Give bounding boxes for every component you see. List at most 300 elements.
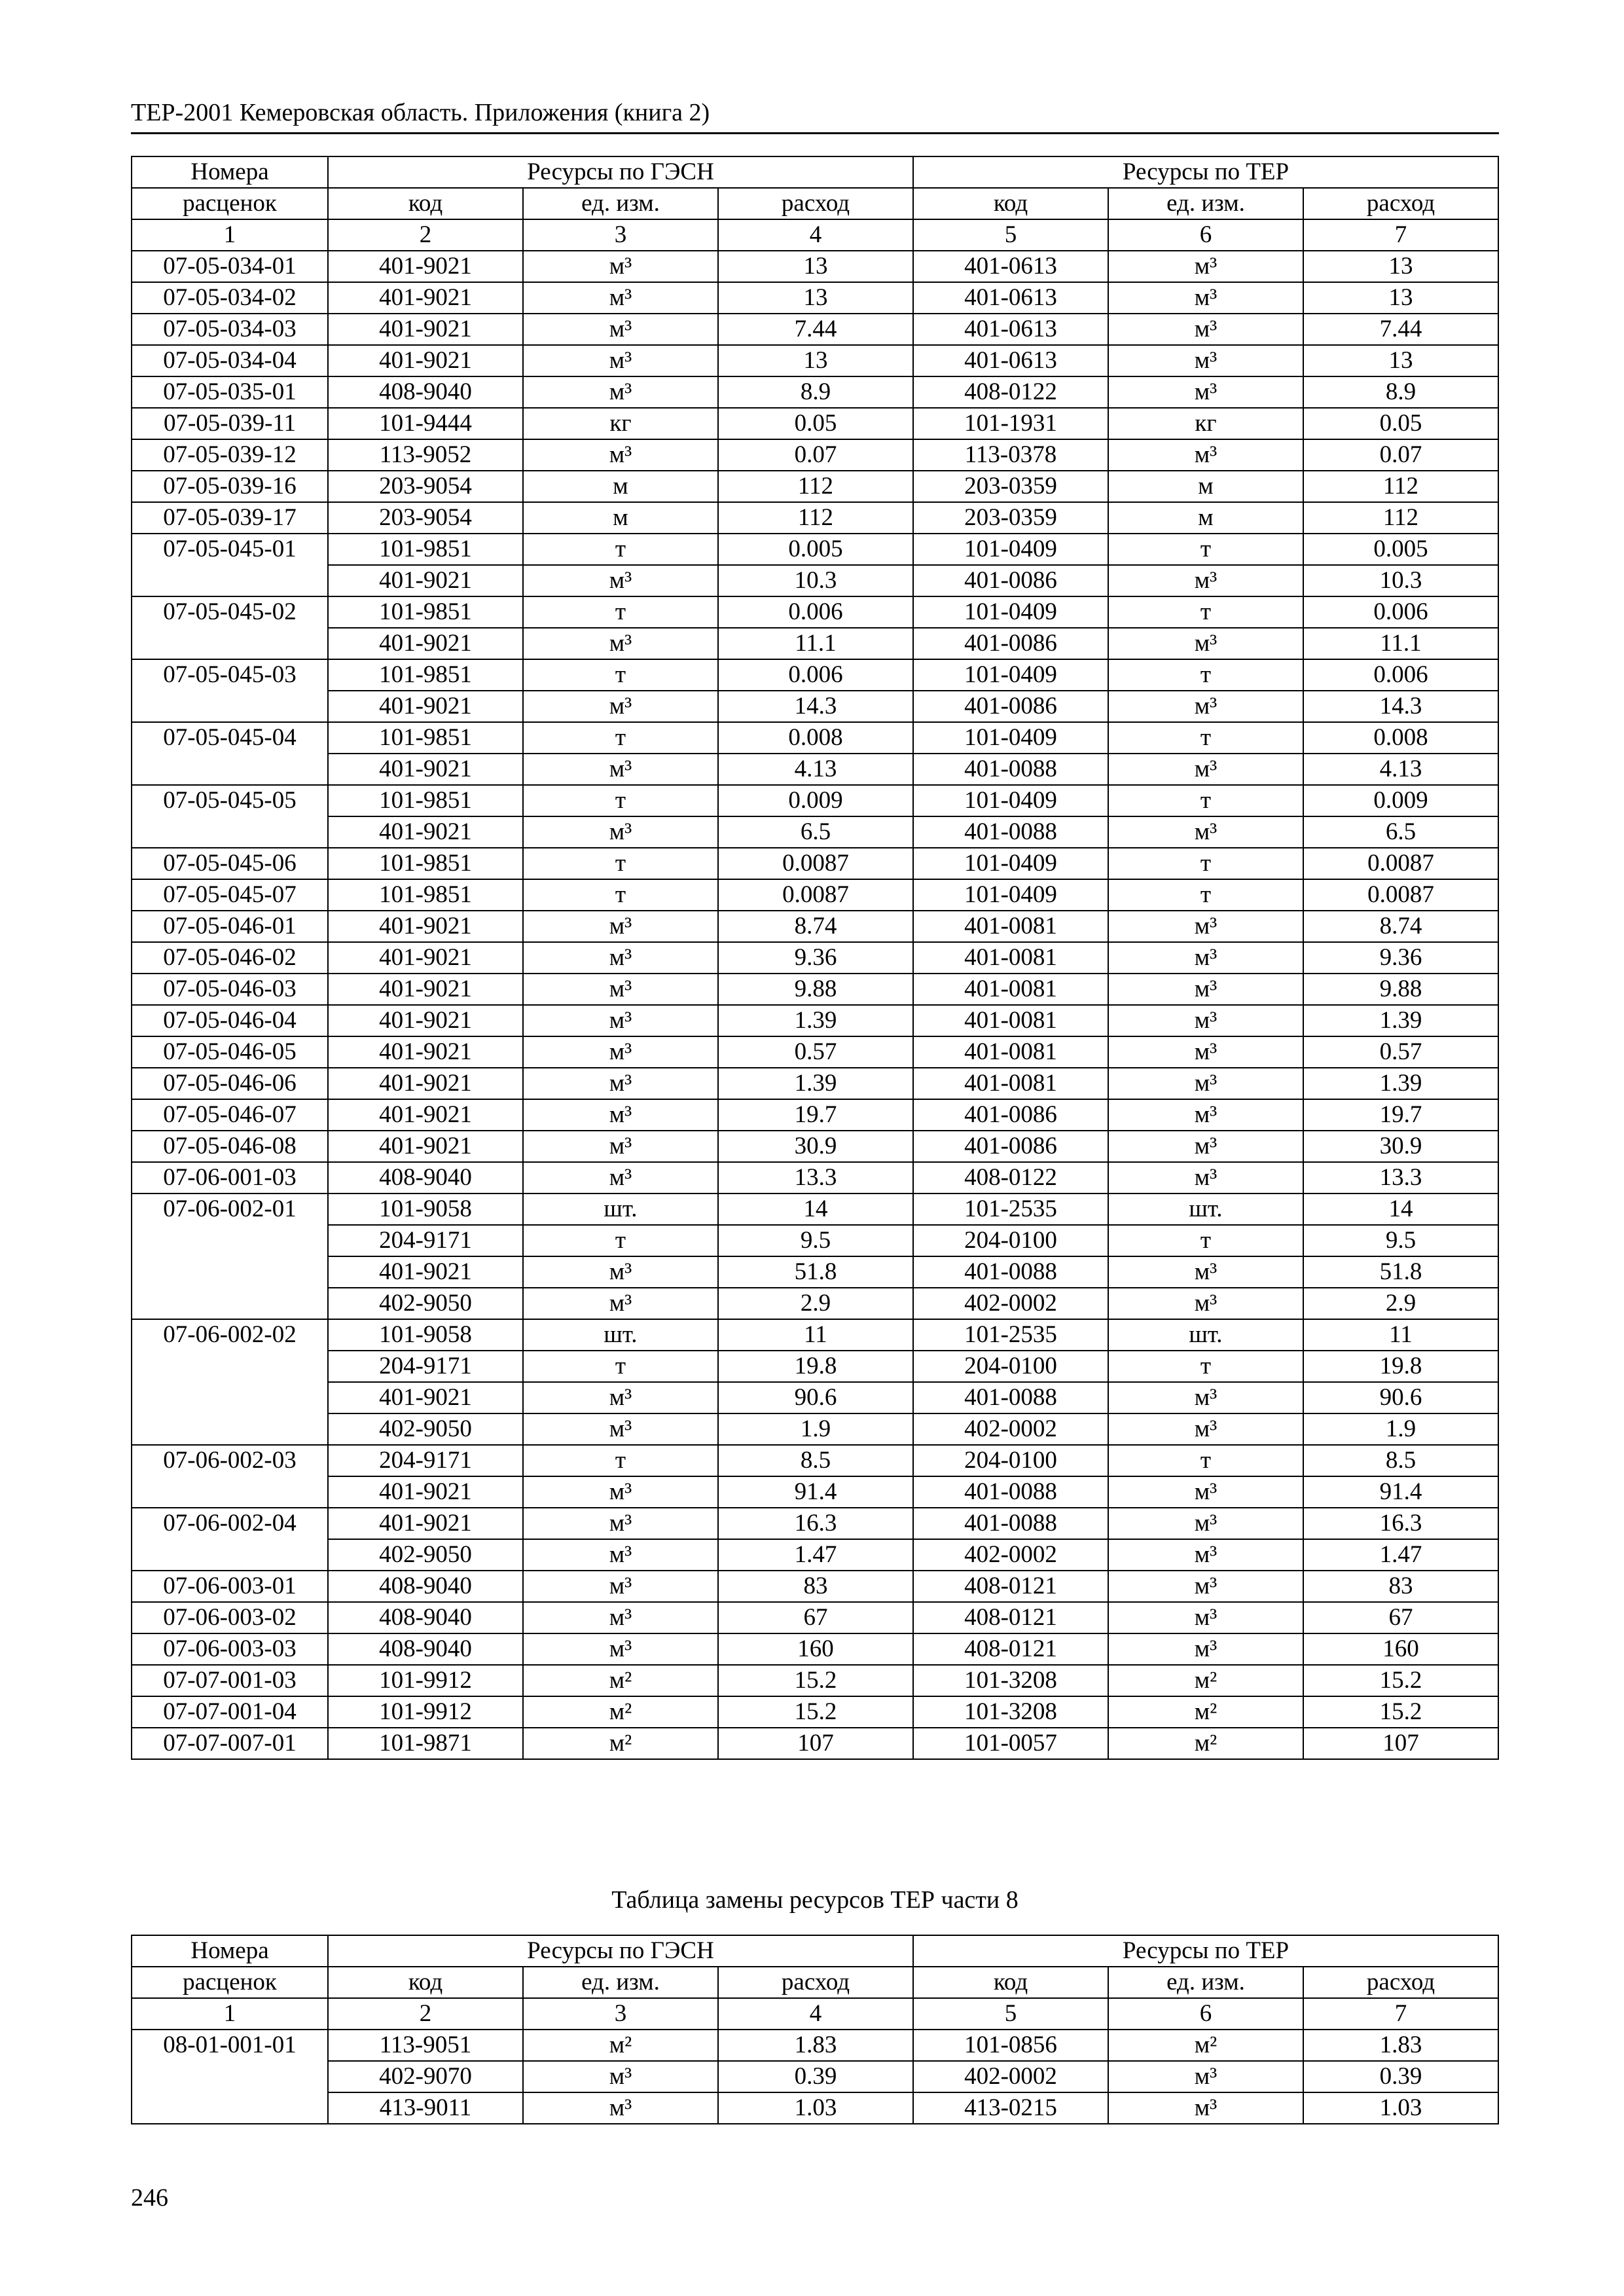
ter-code: 101-1931	[913, 408, 1108, 439]
table-row	[132, 1068, 1498, 1099]
gesn-unit: т	[523, 1351, 718, 1382]
table-row	[132, 314, 1498, 345]
ter-header: Ресурсы по ТЕР	[913, 156, 1498, 188]
ter-code: 401-0088	[913, 1382, 1108, 1413]
gesn-consumption: 1.03	[718, 2092, 913, 2124]
table-row	[132, 2030, 1498, 2061]
gesn-consumption: 90.6	[718, 1382, 913, 1413]
gesn-consumption: 30.9	[718, 1131, 913, 1162]
gesn-unit: м³	[523, 314, 718, 345]
gesn-consumption: 11	[718, 1319, 913, 1351]
ter-code: 204-0100	[913, 1445, 1108, 1476]
rate-code: 07-05-045-03	[132, 659, 328, 722]
gesn-consumption: 0.005	[718, 534, 913, 565]
ter-code: 101-0409	[913, 534, 1108, 565]
gesn-consumption: 0.006	[718, 596, 913, 628]
gesn-consumption: 13.3	[718, 1162, 913, 1194]
ter-code: 101-3208	[913, 1696, 1108, 1728]
ter-unit: м³	[1108, 1131, 1303, 1162]
table-row	[132, 942, 1498, 974]
column-number-row	[132, 1998, 1498, 2030]
ter-unit: т	[1108, 1445, 1303, 1476]
ter-consumption: 91.4	[1303, 1476, 1498, 1508]
gesn-code: 101-9912	[328, 1696, 523, 1728]
ter-unit: м	[1108, 471, 1303, 502]
table-row	[132, 1508, 1498, 1539]
ter-code: 408-0121	[913, 1571, 1108, 1602]
rate-code: 07-05-046-02	[132, 942, 328, 974]
column-number: 3	[523, 1998, 718, 2030]
ter-code: 204-0100	[913, 1351, 1108, 1382]
gesn-consumption: 8.74	[718, 911, 913, 942]
rate-code: 07-05-045-02	[132, 596, 328, 659]
gesn-unit: м³	[523, 1539, 718, 1571]
ter-consumption: 6.5	[1303, 816, 1498, 848]
rate-code: 07-05-046-05	[132, 1036, 328, 1068]
rate-code: 07-07-001-04	[132, 1696, 328, 1728]
ter-consumption: 8.9	[1303, 376, 1498, 408]
gesn-code-header: код	[328, 188, 523, 219]
gesn-code: 101-9058	[328, 1319, 523, 1351]
ter-unit: м³	[1108, 2061, 1303, 2092]
rate-code: 07-05-046-08	[132, 1131, 328, 1162]
gesn-code: 401-9021	[328, 691, 523, 722]
ter-code: 101-0409	[913, 879, 1108, 911]
ter-code: 402-0002	[913, 1539, 1108, 1571]
gesn-code: 401-9021	[328, 314, 523, 345]
ter-unit: м³	[1108, 1288, 1303, 1319]
column-number: 4	[718, 1998, 913, 2030]
ter-unit: м	[1108, 502, 1303, 534]
ter-consumption: 0.005	[1303, 534, 1498, 565]
ter-code: 401-0081	[913, 1036, 1108, 1068]
table-row	[132, 1382, 1498, 1413]
gesn-unit: м³	[523, 754, 718, 785]
rate-code: 07-05-039-16	[132, 471, 328, 502]
gesn-unit: м	[523, 502, 718, 534]
ter-unit: т	[1108, 1351, 1303, 1382]
table-row	[132, 1131, 1498, 1162]
ter-consumption: 112	[1303, 471, 1498, 502]
ter-consumption: 1.39	[1303, 1068, 1498, 1099]
gesn-consumption: 83	[718, 1571, 913, 1602]
ter-consumption: 30.9	[1303, 1131, 1498, 1162]
gesn-unit: м³	[523, 691, 718, 722]
gesn-code: 101-9444	[328, 408, 523, 439]
gesn-consumption: 1.9	[718, 1413, 913, 1445]
ter-code: 401-0081	[913, 974, 1108, 1005]
gesn-unit: м³	[523, 1633, 718, 1665]
gesn-consumption: 1.39	[718, 1005, 913, 1036]
ter-code: 101-0856	[913, 2030, 1108, 2061]
gesn-unit: м³	[523, 1256, 718, 1288]
ter-consumption: 0.39	[1303, 2061, 1498, 2092]
table-row	[132, 754, 1498, 785]
ter-code: 101-2535	[913, 1194, 1108, 1225]
gesn-consumption: 19.7	[718, 1099, 913, 1131]
gesn-unit: т	[523, 722, 718, 754]
ter-unit: м³	[1108, 1005, 1303, 1036]
gesn-code: 101-9851	[328, 596, 523, 628]
ter-consumption: 0.0087	[1303, 879, 1498, 911]
gesn-code: 402-9050	[328, 1413, 523, 1445]
column-number: 5	[913, 219, 1108, 251]
gesn-unit: м²	[523, 1665, 718, 1696]
gesn-code: 204-9171	[328, 1445, 523, 1476]
rate-code: 07-05-045-04	[132, 722, 328, 785]
ter-consumption: 11	[1303, 1319, 1498, 1351]
gesn-code: 101-9871	[328, 1728, 523, 1759]
gesn-consumption: 112	[718, 471, 913, 502]
resource-table-part-8	[131, 1935, 1499, 2124]
gesn-unit: т	[523, 1225, 718, 1256]
table-row	[132, 282, 1498, 314]
gesn-code: 402-9050	[328, 1539, 523, 1571]
table-row	[132, 1476, 1498, 1508]
gesn-unit: м³	[523, 345, 718, 376]
gesn-consumption: 14	[718, 1194, 913, 1225]
ter-code: 401-0088	[913, 1508, 1108, 1539]
ter-unit: м³	[1108, 1602, 1303, 1633]
gesn-unit: м	[523, 471, 718, 502]
ter-consumption: 14.3	[1303, 691, 1498, 722]
table-row	[132, 785, 1498, 816]
ter-consumption: 19.7	[1303, 1099, 1498, 1131]
ter-consumption: 10.3	[1303, 565, 1498, 596]
ter-consumption: 0.006	[1303, 659, 1498, 691]
gesn-unit: м³	[523, 628, 718, 659]
gesn-header: Ресурсы по ГЭСН	[328, 156, 913, 188]
rates-header: Номера	[132, 1935, 328, 1967]
gesn-consumption: 7.44	[718, 314, 913, 345]
ter-header: Ресурсы по ТЕР	[913, 1935, 1498, 1967]
table-row	[132, 1162, 1498, 1194]
ter-consumption: 0.008	[1303, 722, 1498, 754]
column-number: 1	[132, 219, 328, 251]
gesn-consumption: 107	[718, 1728, 913, 1759]
rate-code: 07-06-002-04	[132, 1508, 328, 1571]
table-row	[132, 502, 1498, 534]
gesn-unit: м³	[523, 1476, 718, 1508]
gesn-code: 401-9021	[328, 251, 523, 282]
gesn-consumption: 15.2	[718, 1665, 913, 1696]
gesn-code: 408-9040	[328, 1633, 523, 1665]
gesn-consumption: 19.8	[718, 1351, 913, 1382]
ter-unit: м³	[1108, 1036, 1303, 1068]
ter-unit: м³	[1108, 911, 1303, 942]
rate-code: 07-05-046-03	[132, 974, 328, 1005]
gesn-code: 408-9040	[328, 1602, 523, 1633]
gesn-code: 401-9021	[328, 816, 523, 848]
gesn-code: 113-9051	[328, 2030, 523, 2061]
ter-consumption: 14	[1303, 1194, 1498, 1225]
gesn-unit: шт.	[523, 1319, 718, 1351]
ter-unit: м³	[1108, 691, 1303, 722]
ter-unit: м²	[1108, 1665, 1303, 1696]
ter-consumption: 1.47	[1303, 1539, 1498, 1571]
gesn-unit: м³	[523, 911, 718, 942]
table-row	[132, 376, 1498, 408]
resource-table-part-7	[131, 156, 1499, 1760]
rate-code: 07-06-002-01	[132, 1194, 328, 1319]
rate-code: 07-05-046-06	[132, 1068, 328, 1099]
ter-consumption: 0.006	[1303, 596, 1498, 628]
ter-consumption: 1.83	[1303, 2030, 1498, 2061]
table-row	[132, 974, 1498, 1005]
ter-code: 101-0409	[913, 785, 1108, 816]
gesn-unit: м³	[523, 282, 718, 314]
ter-code: 401-0088	[913, 1476, 1108, 1508]
header-row	[132, 1967, 1498, 1998]
ter-code: 408-0122	[913, 1162, 1108, 1194]
gesn-code: 401-9021	[328, 1036, 523, 1068]
rate-code: 07-06-003-01	[132, 1571, 328, 1602]
gesn-code: 101-9851	[328, 879, 523, 911]
page-number: 246	[131, 2184, 168, 2212]
ter-code: 101-0057	[913, 1728, 1108, 1759]
ter-unit-header: ед. изм.	[1108, 1967, 1303, 1998]
gesn-consumption: 0.0087	[718, 848, 913, 879]
ter-unit: м³	[1108, 1382, 1303, 1413]
ter-code: 401-0081	[913, 1005, 1108, 1036]
rate-code: 07-05-045-01	[132, 534, 328, 596]
ter-consumption: 1.9	[1303, 1413, 1498, 1445]
gesn-consumption: 0.0087	[718, 879, 913, 911]
gesn-consumption: 15.2	[718, 1696, 913, 1728]
rate-code: 08-01-001-01	[132, 2030, 328, 2124]
rate-code: 07-07-007-01	[132, 1728, 328, 1759]
rate-code: 07-05-046-07	[132, 1099, 328, 1131]
gesn-unit: т	[523, 1445, 718, 1476]
rate-code: 07-05-045-07	[132, 879, 328, 911]
gesn-unit: т	[523, 785, 718, 816]
ter-code: 408-0121	[913, 1602, 1108, 1633]
gesn-unit: т	[523, 879, 718, 911]
table-row	[132, 1225, 1498, 1256]
rate-code: 07-05-046-01	[132, 911, 328, 942]
table-row	[132, 1194, 1498, 1225]
ter-unit: т	[1108, 722, 1303, 754]
gesn-unit: м³	[523, 439, 718, 471]
rate-code: 07-05-039-11	[132, 408, 328, 439]
ter-consumption: 15.2	[1303, 1696, 1498, 1728]
ter-consumption: 8.5	[1303, 1445, 1498, 1476]
gesn-header: Ресурсы по ГЭСН	[328, 1935, 913, 1967]
ter-code: 401-0088	[913, 754, 1108, 785]
gesn-code: 101-9851	[328, 848, 523, 879]
gesn-unit: м³	[523, 942, 718, 974]
gesn-consumption: 9.36	[718, 942, 913, 974]
ter-consumption: 0.0087	[1303, 848, 1498, 879]
ter-consumption: 8.74	[1303, 911, 1498, 942]
gesn-code: 101-9851	[328, 534, 523, 565]
table-title: Таблица замены ресурсов ТЕР части 8	[611, 1886, 1019, 1914]
ter-unit: кг	[1108, 408, 1303, 439]
gesn-unit: м³	[523, 1099, 718, 1131]
ter-consumption: 13	[1303, 282, 1498, 314]
gesn-consumption-header: расход	[718, 1967, 913, 1998]
gesn-unit: м³	[523, 1382, 718, 1413]
gesn-unit: м³	[523, 974, 718, 1005]
ter-unit: м³	[1108, 628, 1303, 659]
ter-unit: м³	[1108, 1633, 1303, 1665]
gesn-code: 401-9021	[328, 1382, 523, 1413]
table-row	[132, 879, 1498, 911]
gesn-consumption: 1.47	[718, 1539, 913, 1571]
table-row	[132, 408, 1498, 439]
table-row	[132, 2092, 1498, 2124]
header-row	[132, 188, 1498, 219]
gesn-consumption: 14.3	[718, 691, 913, 722]
ter-unit: м³	[1108, 439, 1303, 471]
gesn-code: 101-9058	[328, 1194, 523, 1225]
column-number: 3	[523, 219, 718, 251]
gesn-code: 401-9021	[328, 1131, 523, 1162]
gesn-code: 401-9021	[328, 1068, 523, 1099]
ter-unit: м²	[1108, 1696, 1303, 1728]
gesn-code: 401-9021	[328, 974, 523, 1005]
table-row	[132, 628, 1498, 659]
gesn-consumption: 112	[718, 502, 913, 534]
ter-code: 401-0086	[913, 1131, 1108, 1162]
gesn-consumption: 10.3	[718, 565, 913, 596]
table-row	[132, 691, 1498, 722]
ter-code: 203-0359	[913, 502, 1108, 534]
column-number: 5	[913, 1998, 1108, 2030]
ter-consumption: 7.44	[1303, 314, 1498, 345]
rate-code: 07-06-002-02	[132, 1319, 328, 1445]
ter-unit: м³	[1108, 754, 1303, 785]
gesn-unit: м³	[523, 1602, 718, 1633]
ter-unit: т	[1108, 848, 1303, 879]
gesn-code-header: код	[328, 1967, 523, 1998]
header-row	[132, 1935, 1498, 1967]
ter-consumption: 0.07	[1303, 439, 1498, 471]
ter-consumption: 9.5	[1303, 1225, 1498, 1256]
gesn-consumption: 13	[718, 345, 913, 376]
gesn-code: 101-9851	[328, 659, 523, 691]
gesn-consumption-header: расход	[718, 188, 913, 219]
ter-consumption: 19.8	[1303, 1351, 1498, 1382]
gesn-unit-header: ед. изм.	[523, 188, 718, 219]
ter-unit: м³	[1108, 1099, 1303, 1131]
ter-consumption: 2.9	[1303, 1288, 1498, 1319]
ter-consumption: 160	[1303, 1633, 1498, 1665]
gesn-code: 204-9171	[328, 1225, 523, 1256]
gesn-consumption: 67	[718, 1602, 913, 1633]
table-row	[132, 1633, 1498, 1665]
ter-code: 401-0613	[913, 345, 1108, 376]
ter-code: 401-0081	[913, 911, 1108, 942]
gesn-unit: м³	[523, 1413, 718, 1445]
ter-consumption: 9.36	[1303, 942, 1498, 974]
gesn-code: 401-9021	[328, 1508, 523, 1539]
gesn-consumption: 0.05	[718, 408, 913, 439]
gesn-code: 408-9040	[328, 376, 523, 408]
ter-consumption: 11.1	[1303, 628, 1498, 659]
table-row	[132, 1413, 1498, 1445]
gesn-consumption: 160	[718, 1633, 913, 1665]
gesn-unit: т	[523, 659, 718, 691]
gesn-unit: м³	[523, 251, 718, 282]
gesn-consumption: 6.5	[718, 816, 913, 848]
gesn-code: 401-9021	[328, 345, 523, 376]
table-row	[132, 439, 1498, 471]
ter-code: 401-0086	[913, 1099, 1108, 1131]
ter-code-header: код	[913, 1967, 1108, 1998]
rates-header: Номера	[132, 156, 328, 188]
gesn-code: 401-9021	[328, 1005, 523, 1036]
ter-unit: шт.	[1108, 1194, 1303, 1225]
gesn-unit: м³	[523, 2061, 718, 2092]
ter-code: 408-0122	[913, 376, 1108, 408]
table-row	[132, 1539, 1498, 1571]
gesn-consumption: 1.83	[718, 2030, 913, 2061]
gesn-consumption: 9.88	[718, 974, 913, 1005]
gesn-consumption: 13	[718, 282, 913, 314]
ter-unit: м³	[1108, 1508, 1303, 1539]
gesn-unit: т	[523, 534, 718, 565]
table-row	[132, 1005, 1498, 1036]
gesn-code: 401-9021	[328, 942, 523, 974]
table-row	[132, 1445, 1498, 1476]
ter-unit: т	[1108, 1225, 1303, 1256]
table-row	[132, 1602, 1498, 1633]
table-row	[132, 1256, 1498, 1288]
gesn-code: 408-9040	[328, 1162, 523, 1194]
gesn-consumption: 91.4	[718, 1476, 913, 1508]
rate-code: 07-05-034-04	[132, 345, 328, 376]
gesn-code: 401-9021	[328, 1099, 523, 1131]
gesn-unit: м³	[523, 565, 718, 596]
column-number: 6	[1108, 1998, 1303, 2030]
table-row	[132, 816, 1498, 848]
gesn-unit: м²	[523, 1696, 718, 1728]
column-number: 2	[328, 219, 523, 251]
table-row	[132, 722, 1498, 754]
ter-code: 401-0613	[913, 314, 1108, 345]
ter-unit: м³	[1108, 1068, 1303, 1099]
gesn-unit: т	[523, 596, 718, 628]
ter-consumption: 15.2	[1303, 1665, 1498, 1696]
ter-consumption: 1.03	[1303, 2092, 1498, 2124]
gesn-consumption: 13	[718, 251, 913, 282]
gesn-code: 401-9021	[328, 282, 523, 314]
gesn-consumption: 16.3	[718, 1508, 913, 1539]
column-number: 6	[1108, 219, 1303, 251]
rate-code: 07-06-002-03	[132, 1445, 328, 1508]
rate-code: 07-05-035-01	[132, 376, 328, 408]
ter-consumption: 67	[1303, 1602, 1498, 1633]
header-row	[132, 156, 1498, 188]
gesn-unit: шт.	[523, 1194, 718, 1225]
ter-code: 401-0086	[913, 628, 1108, 659]
rate-code: 07-05-045-06	[132, 848, 328, 879]
rate-code: 07-05-034-02	[132, 282, 328, 314]
gesn-unit: м³	[523, 1162, 718, 1194]
ter-code: 101-0409	[913, 848, 1108, 879]
ter-unit: т	[1108, 534, 1303, 565]
ter-consumption: 0.57	[1303, 1036, 1498, 1068]
ter-code: 401-0081	[913, 942, 1108, 974]
table-row	[132, 1288, 1498, 1319]
gesn-code: 401-9021	[328, 565, 523, 596]
gesn-consumption: 4.13	[718, 754, 913, 785]
ter-consumption: 13	[1303, 251, 1498, 282]
ter-unit: м³	[1108, 376, 1303, 408]
ter-code: 402-0002	[913, 1288, 1108, 1319]
rate-code: 07-05-039-12	[132, 439, 328, 471]
